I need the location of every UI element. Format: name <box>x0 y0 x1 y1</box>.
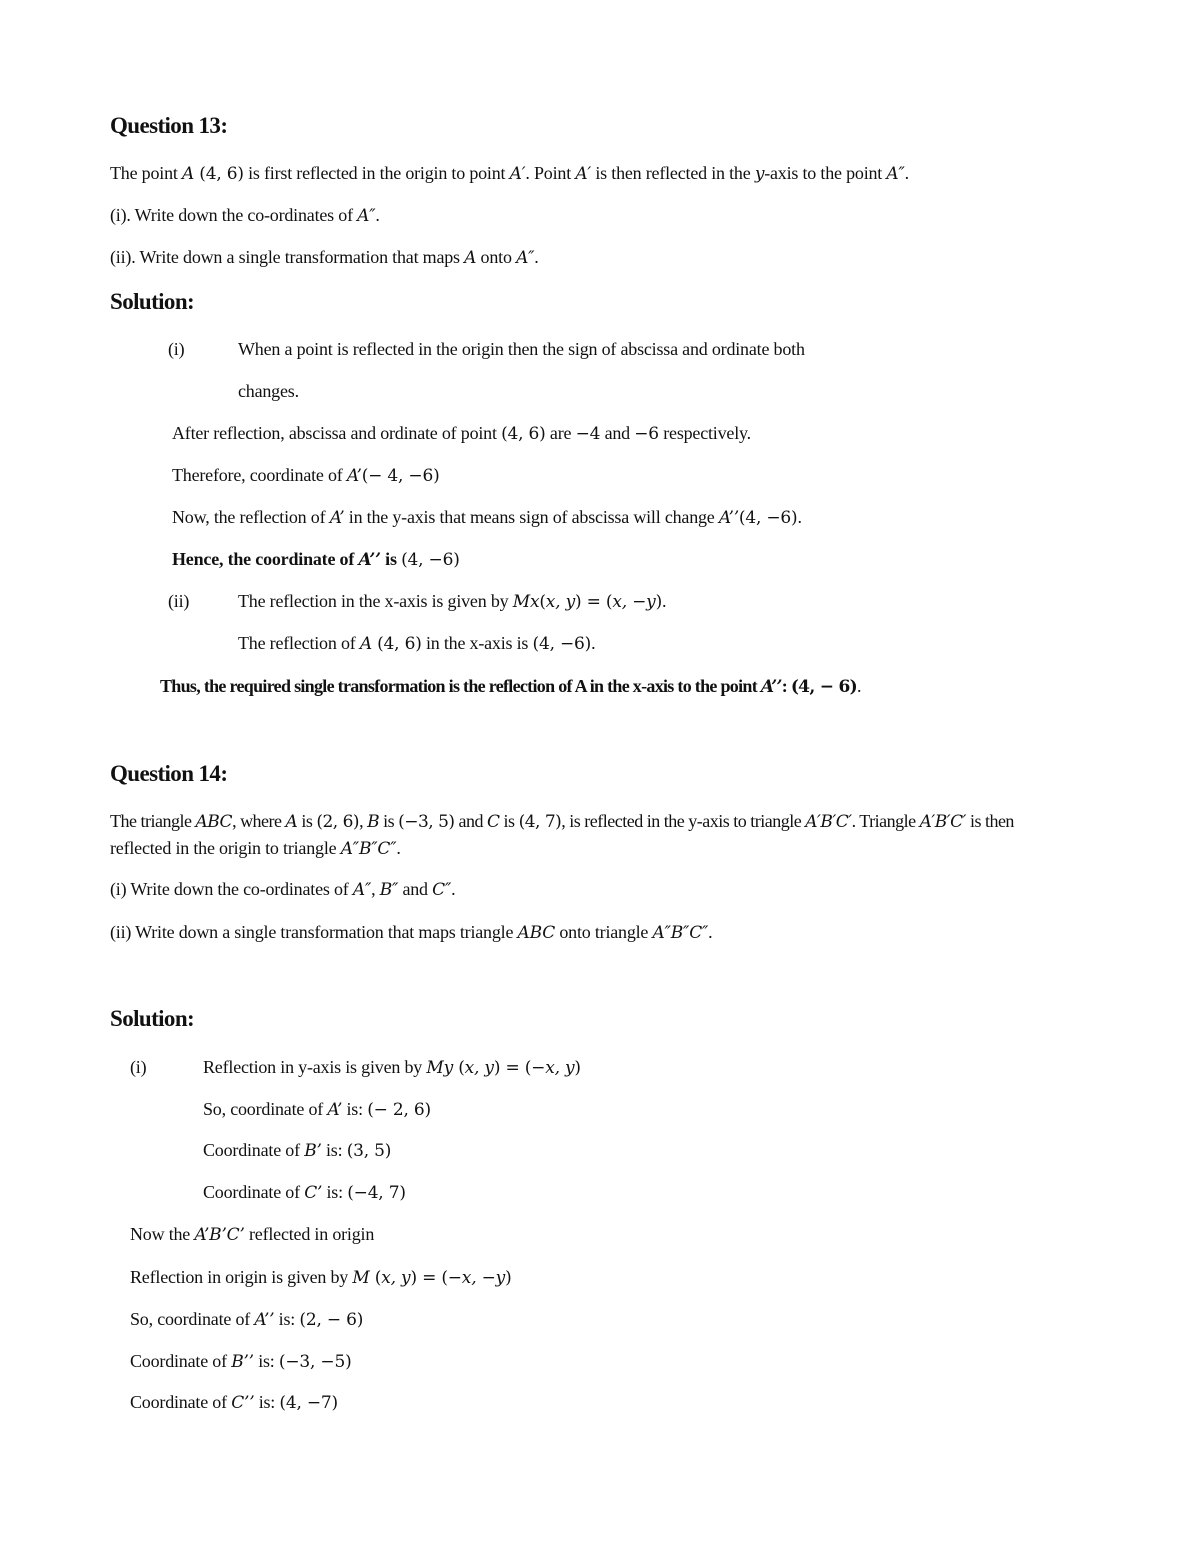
q14-statement-line-1: The triangle ABC, where A is (2, 6), B is (−3, 5) and C is (4, 7), is reflected in the y-axis to triangle A′B′C′. Triangle A′B′C′ is then <box>110 811 1014 832</box>
q13-hence-line: Hence, the coordinate of A’’ is (4, −6) <box>172 549 460 570</box>
q13-part-ii: (ii). Write down a single transformation that maps A onto A″. <box>110 247 539 268</box>
q14-now-line: Now the A’B’C’ reflected in origin <box>130 1224 375 1245</box>
q13-part-i: (i). Write down the co-ordinates of A″. <box>110 205 380 226</box>
q14-coordinate-a-prime: So, coordinate of A’ is: (− 2, 6) <box>203 1099 431 1120</box>
q14-statement-line-2: reflected in the origin to triangle A″B″C″. <box>110 838 401 859</box>
question-13-heading: Question 13: <box>110 113 228 138</box>
q13-solution-ii-line-2: The reflection of A (4, 6) in the x-axis is (4, −6). <box>238 633 596 654</box>
q14-solution-heading: Solution: <box>110 1006 195 1031</box>
q13-conclusion-line: Thus, the required single transformation is the reflection of A in the x-axis to the point A’’: (4, − 6). <box>160 676 861 697</box>
q13-after-reflection: After reflection, abscissa and ordinate of point (4, 6) are −4 and −6 respectively. <box>172 423 751 444</box>
q13-solution-ii-line-1: The reflection in the x-axis is given by Mx(x, y) = (x, −y). <box>238 591 667 612</box>
q14-reflection-origin: Reflection in origin is given by M (x, y) = (−x, −y) <box>130 1267 512 1288</box>
q13-now-line: Now, the reflection of A’ in the y-axis that means sign of abscissa will change A’’(4, −6). <box>172 507 802 528</box>
q14-coordinate-a-double-prime: So, coordinate of A’’ is: (2, − 6) <box>130 1309 364 1330</box>
q13-solution-heading: Solution: <box>110 289 195 314</box>
q13-solution-i-line-2: changes. <box>238 381 299 401</box>
q14-part-ii: (ii) Write down a single transformation that maps triangle ABC onto triangle A″B″C″. <box>110 922 713 943</box>
q14-coordinate-c-double-prime: Coordinate of C’’ is: (4, −7) <box>130 1392 338 1413</box>
q13-therefore-line: Therefore, coordinate of A’(− 4, −6) <box>172 465 440 486</box>
q14-solution-i-label: (i) <box>130 1057 147 1077</box>
question-14-heading: Question 14: <box>110 761 228 786</box>
q14-part-i: (i) Write down the co-ordinates of A″, B″ and C″. <box>110 879 456 900</box>
q13-solution-ii-label: (ii) <box>168 591 190 611</box>
q14-coordinate-c-prime: Coordinate of C’ is: (−4, 7) <box>203 1182 406 1203</box>
q14-coordinate-b-prime: Coordinate of B’ is: (3, 5) <box>203 1140 392 1161</box>
q13-statement: The point A (4, 6) is first reflected in the origin to point A′. Point A′ is then reflected in the y-axis to the point A″. <box>110 163 909 184</box>
q13-solution-i-line-1: When a point is reflected in the origin then the sign of abscissa and ordinate both <box>238 339 805 359</box>
q13-solution-i-label: (i) <box>168 339 185 359</box>
q14-reflection-y-axis: Reflection in y-axis is given by My (x, y) = (−x, y) <box>203 1057 581 1078</box>
q14-coordinate-b-double-prime: Coordinate of B’’ is: (−3, −5) <box>130 1351 352 1372</box>
